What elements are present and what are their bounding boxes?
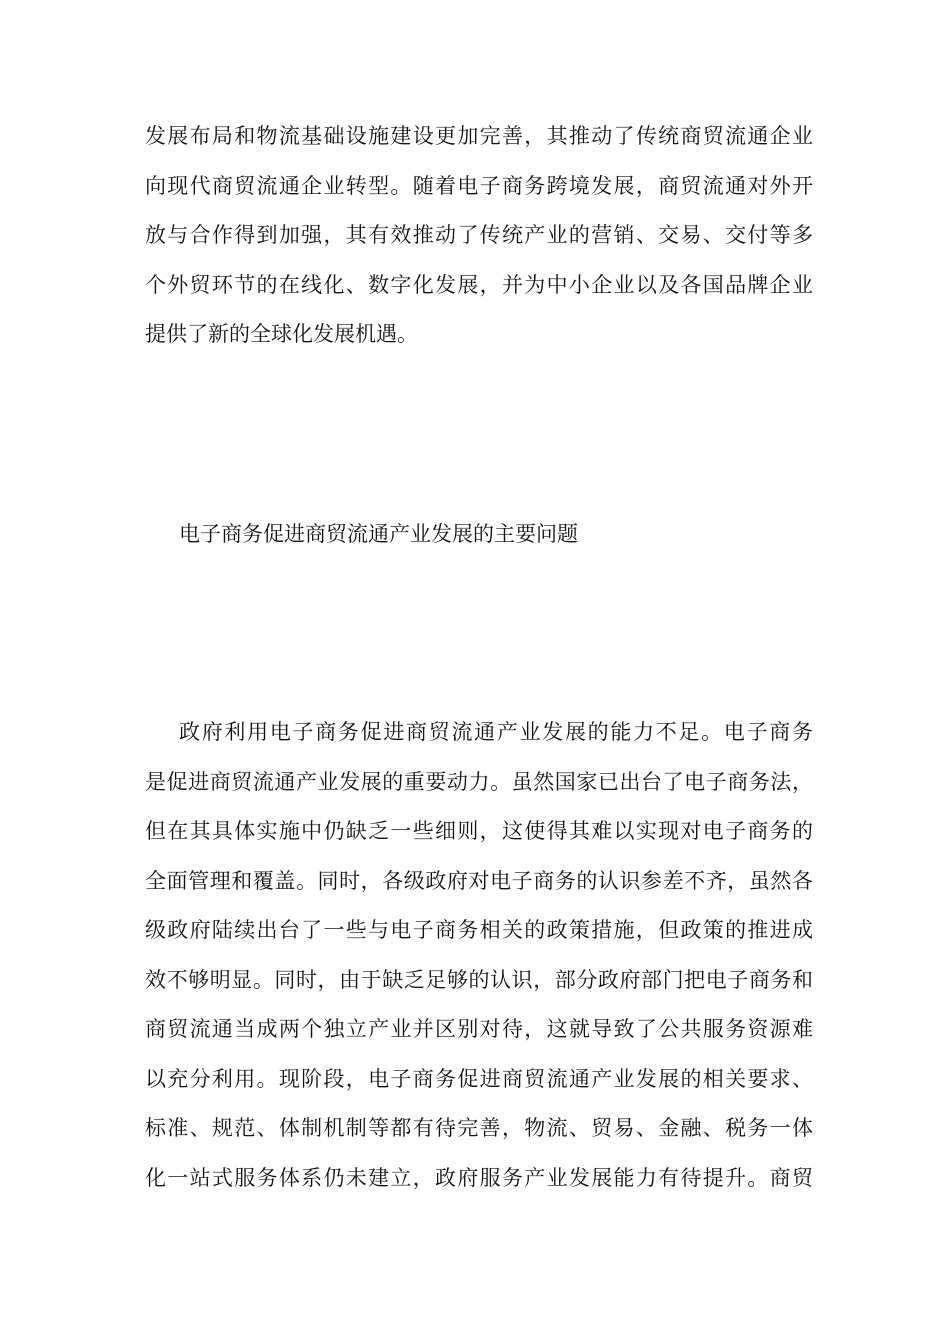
paragraph-line: 标准、规范、体制机制等都有待完善，物流、贸易、金融、税务一体 bbox=[145, 1116, 813, 1140]
paragraph-2 bbox=[145, 708, 813, 1203]
paragraph-line: 提供了新的全球化发展机遇。 bbox=[145, 322, 418, 346]
paragraph-line: 以充分利用。现阶段，电子商务促进商贸流通产业发展的相关要求、 bbox=[145, 1066, 813, 1091]
paragraph-line: 全面管理和覆盖。同时，各级政府对电子商务的认识参差不齐，虽然各 bbox=[145, 868, 813, 893]
paragraph-1 bbox=[145, 112, 813, 360]
paragraph-line: 政府利用电子商务促进商贸流通产业发展的能力不足。电子商务 bbox=[179, 720, 813, 744]
paragraph-line: 但在其具体实施中仍缺乏一些细则，这使得其难以实现对电子商务的 bbox=[145, 819, 813, 843]
section-heading: 电子商务促进商贸流通产业发展的主要问题 bbox=[179, 522, 578, 546]
paragraph-line: 商贸流通当成两个独立产业并区别对待，这就导致了公共服务资源难 bbox=[145, 1017, 813, 1041]
paragraph-line: 个外贸环节的在线化、数字化发展，并为中小企业以及各国品牌企业 bbox=[145, 272, 813, 297]
paragraph-line: 向现代商贸流通企业转型。随着电子商务跨境发展，商贸流通对外开 bbox=[145, 173, 813, 198]
paragraph-line: 化一站式服务体系仍未建立，政府服务产业发展能力有待提升。商贸 bbox=[145, 1165, 813, 1190]
paragraph-line: 级政府陆续出台了一些与电子商务相关的政策措施，但政策的推进成 bbox=[145, 918, 813, 942]
paragraph-line: 是促进商贸流通产业发展的重要动力。虽然国家已出台了电子商务法， bbox=[145, 769, 813, 794]
paragraph-line: 发展布局和物流基础设施建设更加完善，其推动了传统商贸流通企业 bbox=[145, 124, 813, 148]
paragraph-line: 效不够明显。同时，由于缺乏足够的认识，部分政府部门把电子商务和 bbox=[145, 967, 813, 992]
paragraph-line: 放与合作得到加强，其有效推动了传统产业的营销、交易、交付等多 bbox=[145, 223, 813, 247]
